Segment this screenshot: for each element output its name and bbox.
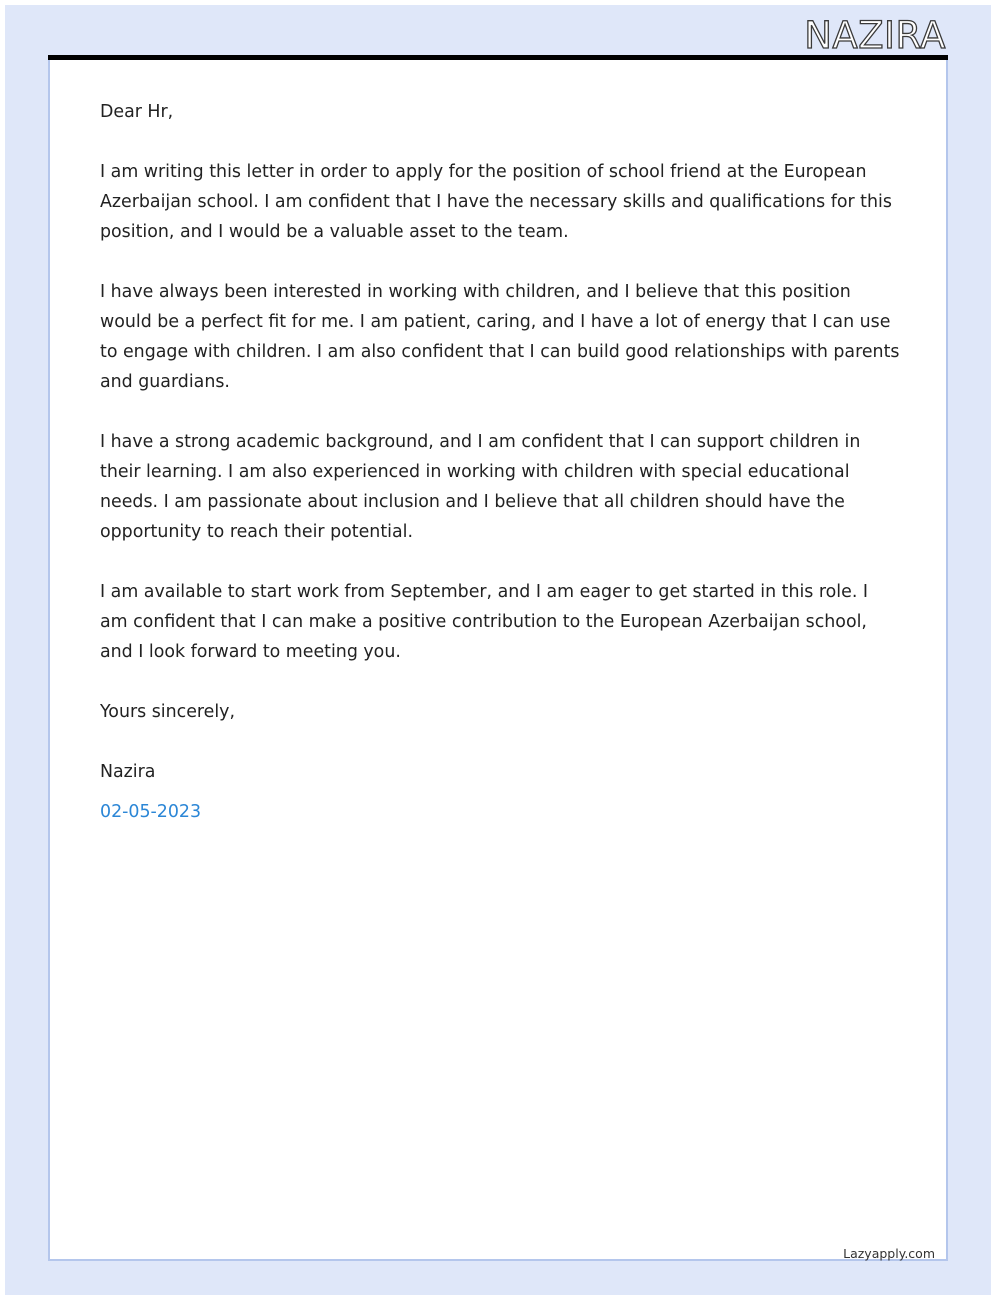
paragraph-2: I have always been interested in working with children, and I believe that this position would be a perfect fit for me. I am patient, caring, and I have a lot of energy that I can use to engage with children. I am also confident that I can build good relationships with parents and guardians. xyxy=(100,282,900,392)
closing: Yours sincerely, xyxy=(100,702,236,722)
signature: Nazira xyxy=(100,762,156,782)
paragraph-1: I am writing this letter in order to apply for the position of school friend at the European Azerbaijan school. I am confident that I have the necessary skills and qualifications for this position, and I would be a valuable asset to the team. xyxy=(100,162,892,242)
letter-body xyxy=(100,97,900,827)
paragraph-4: I am available to start work from September, and I am eager to get started in this role. I am confident that I can make a positive contribution to the European Azerbaijan school, and I look forward to meeting you. xyxy=(100,582,869,662)
salutation: Dear Hr, xyxy=(100,102,174,122)
footer-credit: Lazyapply.com xyxy=(843,1246,935,1261)
header-name: NAZIRA xyxy=(804,14,946,57)
letter-date: 02-05-2023 xyxy=(100,802,202,822)
paragraph-3: I have a strong academic background, and I am confident that I can support children in their learning. I am also experienced in working with children with special educational needs. I am passionate about inclusion and I believe that all children should have the opportunity to reach their potential. xyxy=(100,432,861,542)
